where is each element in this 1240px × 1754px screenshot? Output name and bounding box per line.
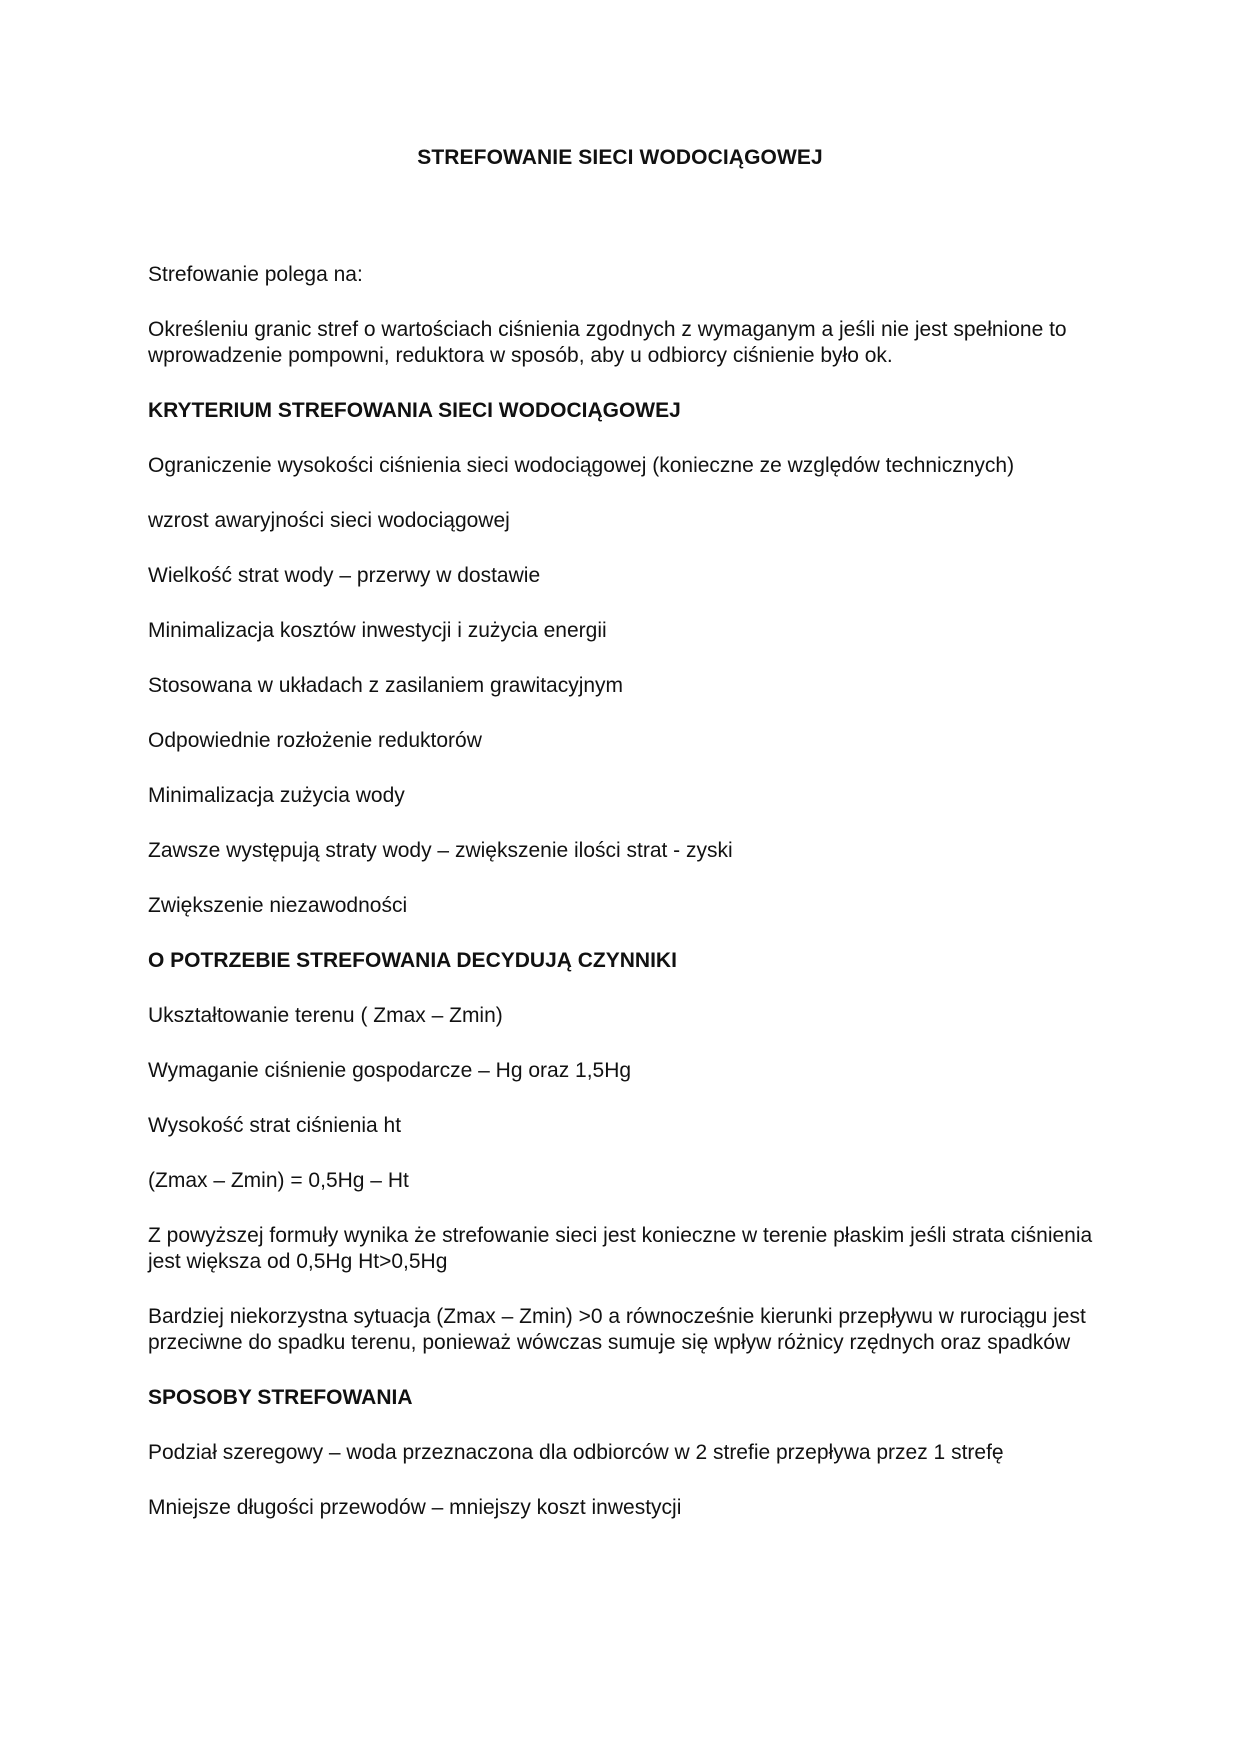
criteria-item: Wielkość strat wody – przerwy w dostawie	[148, 564, 541, 587]
factors-item: Wymaganie ciśnienie gospodarcze – Hg oraz 1,5Hg	[148, 1059, 632, 1082]
section-heading-methods: SPOSOBY STREFOWANIA	[148, 1386, 413, 1409]
criteria-item: Ograniczenie wysokości ciśnienia sieci wodociągowej (konieczne ze względów technicznych)	[148, 454, 1015, 477]
section-heading-criteria: KRYTERIUM STREFOWANIA SIECI WODOCIĄGOWEJ	[148, 399, 681, 422]
intro-paragraph: Strefowanie polega na:	[148, 263, 363, 286]
methods-item: Podział szeregowy – woda przeznaczona dla odbiorców w 2 strefie przepływa przez 1 strefę	[148, 1441, 1004, 1464]
criteria-item: Odpowiednie rozłożenie reduktorów	[148, 729, 482, 752]
criteria-item: wzrost awaryjności sieci wodociągowej	[148, 509, 510, 532]
document-title: STREFOWANIE SIECI WODOCIĄGOWEJ	[417, 146, 823, 169]
document-body	[148, 262, 1108, 1550]
criteria-item: Minimalizacja zużycia wody	[148, 784, 405, 807]
factors-item: Z powyższej formuły wynika że strefowanie sieci jest konieczne w terenie płaskim jeśli strata ciśnienia jest większa od 0,5Hg Ht>0,5Hg	[148, 1224, 1093, 1273]
criteria-item: Zwiększenie niezawodności	[148, 894, 408, 917]
methods-item: Mniejsze długości przewodów – mniejszy koszt inwestycji	[148, 1496, 682, 1519]
section-heading-factors: O POTRZEBIE STREFOWANIA DECYDUJĄ CZYNNIKI	[148, 949, 677, 972]
criteria-item: Stosowana w układach z zasilaniem grawitacyjnym	[148, 674, 624, 697]
criteria-item: Minimalizacja kosztów inwestycji i zużycia energii	[148, 619, 607, 642]
factors-item: Bardziej niekorzystna sytuacja (Zmax – Zmin) >0 a równocześnie kierunki przepływu w rurociągu jest przeciwne do spadku terenu, ponieważ wówczas sumuje się wpływ różnicy rzędnych oraz spadków	[148, 1305, 1086, 1354]
factors-item: Wysokość strat ciśnienia ht	[148, 1114, 402, 1137]
factors-item: Ukształtowanie terenu ( Zmax – Zmin)	[148, 1004, 503, 1027]
definition-paragraph: Określeniu granic stref o wartościach ciśnienia zgodnych z wymaganym a jeśli nie jest spełnione to wprowadzenie pompowni, reduktora w sposób, aby u odbiorcy ciśnienie było ok.	[148, 318, 1067, 367]
criteria-item: Zawsze występują straty wody – zwiększenie ilości strat - zyski	[148, 839, 733, 862]
factors-formula: (Zmax – Zmin) = 0,5Hg – Ht	[148, 1169, 409, 1192]
